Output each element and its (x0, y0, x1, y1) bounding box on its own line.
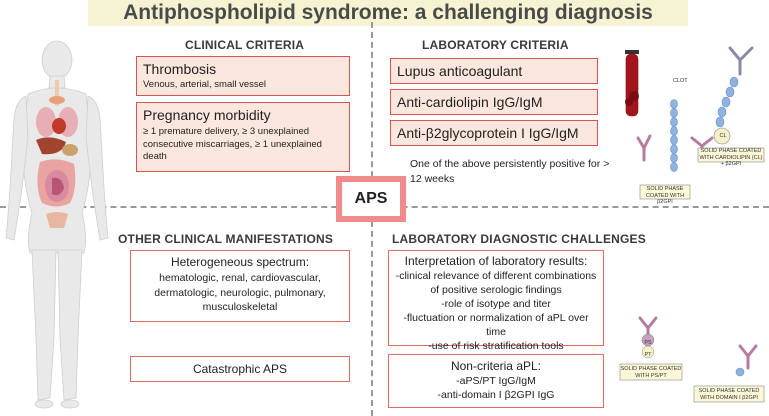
solid-phase-b2gpi-label: SOLID PHASE COATED WITH β2GPI (645, 186, 685, 205)
pregnancy-sub: ≥ 1 premature delivery, ≥ 3 unexplained consecutive miscarriages, ≥ 1 unexplained death (143, 126, 322, 162)
noncriteria-line: -aPS/PT IgG/IgM (456, 375, 536, 387)
laboratory-criteria-heading: LABORATORY CRITERIA (422, 38, 569, 52)
noncriteria-line: -anti-domain I β2GPI IgG (437, 389, 555, 401)
solid-phase-cl-label: SOLID PHASE COATED WITH CARDIOLIPIN (CL) + β2GPI (699, 148, 763, 167)
interpretation-line: of positive serologic findings (430, 284, 562, 296)
interpretation-title: Interpretation of laboratory results: (404, 254, 588, 268)
cl-label: CL (719, 133, 727, 139)
clot-label: CLOT (673, 78, 688, 84)
ps-label: PS (644, 340, 652, 346)
b2gpi-chain-icon (671, 100, 678, 172)
lab-criterion-box (390, 89, 598, 115)
solid-phase-pspt-label: SOLID PHASE COATED WITH PS/PT (620, 366, 682, 379)
blood-tube-icon (626, 54, 638, 116)
thrombosis-box (136, 56, 350, 96)
lab-criteria-illustration (612, 40, 767, 208)
tube-cap (625, 50, 639, 54)
lab-criterion-box (390, 120, 598, 146)
pregnancy-box (136, 102, 350, 172)
page-title: Antiphospholipid syndrome: a challenging diagnosis (88, 0, 688, 26)
antibody-icon (638, 136, 650, 160)
antibody-icon (730, 48, 752, 74)
noncriteria-title: Non-criteria aPL: (450, 359, 542, 373)
spectrum-title: Heterogeneous spectrum: (170, 255, 310, 269)
catastrophic-aps-box (130, 356, 350, 382)
noncriteria-box (388, 354, 604, 408)
persistence-note: One of the above persistently positive for > 12 weeks (410, 158, 610, 185)
pt-label: PT (644, 352, 652, 358)
aps-center-box (336, 176, 406, 222)
antibody-icon (640, 318, 656, 336)
spectrum-body: hematologic, renal, cardiovascular, dermatologic, neurologic, pulmonary, musculoskeletal (154, 272, 326, 313)
heterogeneous-spectrum-box (130, 250, 350, 322)
interpretation-line: -clinical relevance of different combinations (395, 270, 597, 282)
other-manifestations-heading: OTHER CLINICAL MANIFESTATIONS (118, 232, 334, 246)
interpretation-line: -role of isotype and titer (441, 298, 551, 310)
thrombosis-sub: Venous, arterial, small vessel (143, 79, 267, 90)
interpretation-line: -fluctuation or normalization of aPL over time (403, 312, 589, 338)
antibody-icon (740, 346, 756, 368)
lab-criterion-box (390, 58, 598, 84)
lab-criterion-text: Anti-β2glycoprotein I IgG/IgM (397, 125, 579, 141)
domain-i-icon (736, 368, 744, 376)
lab-criterion-text: Lupus anticoagulant (397, 63, 523, 79)
b2gpi-chain-icon (716, 77, 738, 127)
lab-criterion-text: Anti-cardiolipin IgG/IgM (397, 94, 543, 110)
pregnancy-title: Pregnancy morbidity (143, 107, 271, 123)
thrombosis-title: Thrombosis (143, 61, 217, 77)
human-body-illustration (2, 38, 112, 416)
interpretation-box (388, 250, 604, 352)
solid-phase-domain-label: SOLID PHASE COATED WITH DOMAIN I β2GPI (698, 388, 760, 401)
aps-label: APS (354, 190, 388, 207)
catastrophic-aps-text: Catastrophic APS (192, 362, 288, 376)
lab-challenges-heading: LABORATORY DIAGNOSTIC CHALLENGES (392, 232, 646, 246)
interpretation-line: -use of risk stratification tools (428, 340, 564, 352)
clinical-criteria-heading: CLINICAL CRITERIA (185, 38, 305, 52)
